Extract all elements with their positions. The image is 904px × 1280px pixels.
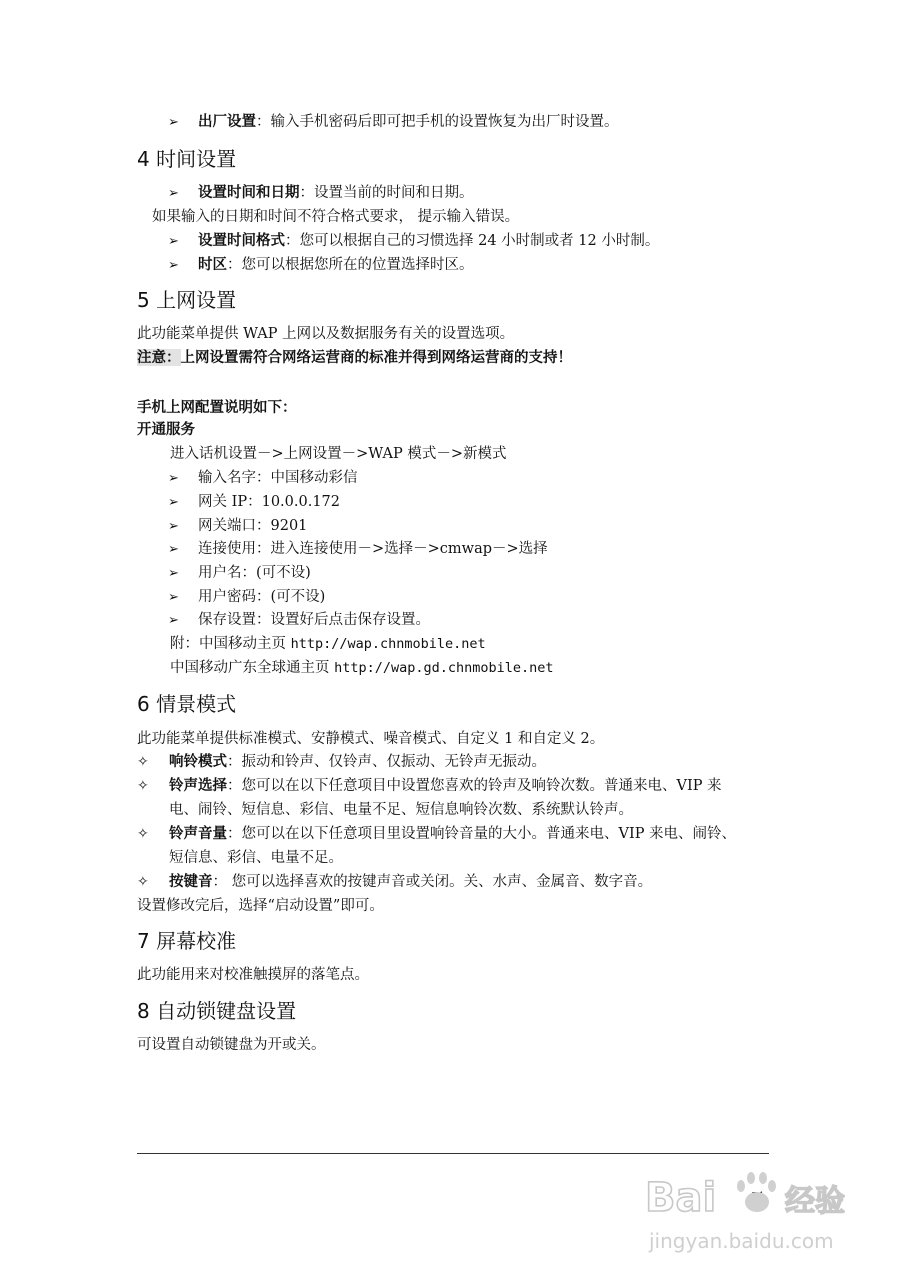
section-heading-time: 4 时间设置 bbox=[137, 147, 237, 171]
homepage-link-line bbox=[170, 634, 486, 654]
profile-item-continuation: 短信息、彩信、电量不足。 bbox=[169, 850, 343, 866]
gd-homepage-link-line bbox=[170, 658, 554, 678]
section-heading-internet: 5 上网设置 bbox=[137, 288, 237, 312]
config-item bbox=[168, 587, 325, 608]
arrow-bullet-icon: ➢ bbox=[168, 519, 179, 534]
item-label: 按键音 bbox=[169, 873, 213, 890]
config-item-text: 连接使用：进入连接使用－>选择－>cmwap－>选择 bbox=[198, 541, 548, 557]
arrow-bullet-icon: ➢ bbox=[168, 613, 179, 628]
config-title: 手机上网配置说明如下： bbox=[137, 399, 297, 416]
arrow-bullet-icon: ➢ bbox=[168, 234, 179, 249]
link-label: 中国移动广东全球通主页 bbox=[170, 660, 335, 676]
item-text: ：您可以根据自己的习惯选择 24 小时制或者 12 小时制。 bbox=[285, 233, 660, 249]
arrow-bullet-icon: ➢ bbox=[168, 186, 179, 201]
service-title: 开通服务 bbox=[137, 421, 195, 438]
gd-homepage-link[interactable]: http://wap.gd.chnmobile.net bbox=[334, 660, 554, 676]
time-date-item bbox=[168, 183, 474, 204]
item-text: ：设置当前的时间和日期。 bbox=[299, 185, 474, 201]
watermark-graphic bbox=[645, 1166, 855, 1266]
arrow-bullet-icon: ➢ bbox=[168, 542, 179, 557]
section-heading-calibration: 7 屏幕校准 bbox=[137, 929, 237, 953]
config-item-text: 用户密码：(可不设) bbox=[198, 589, 326, 605]
item-text: ： 您可以选择喜欢的按键声音或关闭。关、水声、金属音、数字音。 bbox=[212, 874, 653, 890]
profile-item bbox=[137, 752, 546, 772]
item-text: ：振动和铃声、仅铃声、仅振动、无铃声无振动。 bbox=[227, 754, 546, 770]
paw-icon bbox=[737, 1172, 776, 1212]
arrow-bullet-icon: ➢ bbox=[168, 258, 179, 273]
section-heading-keylock: 8 自动锁键盘设置 bbox=[137, 999, 297, 1023]
profile-item bbox=[137, 824, 736, 844]
profile-item bbox=[137, 872, 652, 892]
item-text: ：您可以根据您所在的位置选择时区。 bbox=[227, 257, 474, 273]
config-item bbox=[168, 492, 340, 513]
time-format-item bbox=[168, 231, 659, 252]
config-item-text: 网关 IP：10.0.0.172 bbox=[198, 494, 340, 510]
config-item bbox=[168, 539, 548, 560]
note-text: 上网设置需符合网络运营商的标准并得到网络运营商的支持！ bbox=[180, 349, 572, 366]
diamond-bullet-icon: ✧ bbox=[137, 874, 149, 890]
profiles-intro: 此功能菜单提供标准模式、安静模式、噪音模式、自定义 1 和自定义 2。 bbox=[137, 731, 605, 747]
diamond-bullet-icon: ✧ bbox=[137, 754, 149, 770]
time-format-note: 如果输入的日期和时间不符合格式要求， 提示输入错误。 bbox=[152, 209, 520, 225]
item-label: 时区 bbox=[198, 256, 227, 273]
diamond-bullet-icon: ✧ bbox=[137, 826, 149, 842]
item-label: 铃声选择 bbox=[169, 777, 227, 794]
item-text: ：输入手机密码后即可把手机的设置恢复为出厂时设置。 bbox=[256, 114, 619, 130]
homepage-link[interactable]: http://wap.chnmobile.net bbox=[290, 636, 486, 652]
config-item-text: 网关端口：9201 bbox=[198, 518, 308, 534]
config-item-text: 输入名字：中国移动彩信 bbox=[198, 470, 358, 486]
watermark-cn: 经验 bbox=[785, 1184, 845, 1219]
item-text: ：您可以在以下任意项目里设置响铃音量的大小。普通来电、VIP 来电、闹铃、 bbox=[227, 826, 737, 842]
config-item bbox=[168, 468, 358, 489]
timezone-item bbox=[168, 255, 474, 276]
internet-note bbox=[137, 348, 572, 368]
item-label: 设置时间和日期 bbox=[198, 184, 300, 201]
config-item bbox=[168, 516, 307, 537]
link-label: 附：中国移动主页 bbox=[170, 636, 291, 652]
diamond-bullet-icon: ✧ bbox=[137, 778, 149, 794]
item-text: ：您可以在以下任意项目中设置您喜欢的铃声及响铃次数。普通来电、VIP 来 bbox=[227, 778, 722, 794]
watermark-url: jingyan.baidu.com bbox=[649, 1229, 834, 1253]
factory-reset-item bbox=[168, 112, 619, 133]
footer-rule bbox=[137, 1153, 769, 1154]
item-label: 出厂设置 bbox=[198, 113, 256, 130]
menu-path: 进入话机设置－>上网设置－>WAP 模式－>新模式 bbox=[170, 446, 507, 462]
internet-intro: 此功能菜单提供 WAP 上网以及数据服务有关的设置选项。 bbox=[137, 326, 515, 342]
config-item bbox=[168, 610, 430, 631]
config-item bbox=[168, 563, 311, 584]
profiles-outro: 设置修改完后，选择“启动设置”即可。 bbox=[137, 898, 384, 914]
keylock-text: 可设置自动锁键盘为开或关。 bbox=[137, 1037, 326, 1053]
arrow-bullet-icon: ➢ bbox=[168, 495, 179, 510]
item-label: 响铃模式 bbox=[169, 753, 227, 770]
arrow-bullet-icon: ➢ bbox=[168, 590, 179, 605]
note-label: 注意： bbox=[137, 349, 181, 366]
arrow-bullet-icon: ➢ bbox=[168, 566, 179, 581]
watermark-brand: Bai bbox=[645, 1175, 717, 1221]
config-item-text: 用户名：(可不设) bbox=[198, 565, 311, 581]
item-label: 铃声音量 bbox=[169, 825, 227, 842]
baidu-jingyan-watermark bbox=[645, 1166, 855, 1266]
arrow-bullet-icon: ➢ bbox=[168, 115, 179, 130]
profile-item-continuation: 电、闹铃、短信息、彩信、电量不足、短信息响铃次数、系统默认铃声。 bbox=[169, 802, 633, 818]
item-label: 设置时间格式 bbox=[198, 232, 285, 249]
profile-item bbox=[137, 776, 722, 796]
arrow-bullet-icon: ➢ bbox=[168, 471, 179, 486]
config-item-text: 保存设置：设置好后点击保存设置。 bbox=[198, 612, 430, 628]
calibration-text: 此功能用来对校准触摸屏的落笔点。 bbox=[137, 967, 369, 983]
section-heading-profiles: 6 情景模式 bbox=[137, 692, 237, 716]
